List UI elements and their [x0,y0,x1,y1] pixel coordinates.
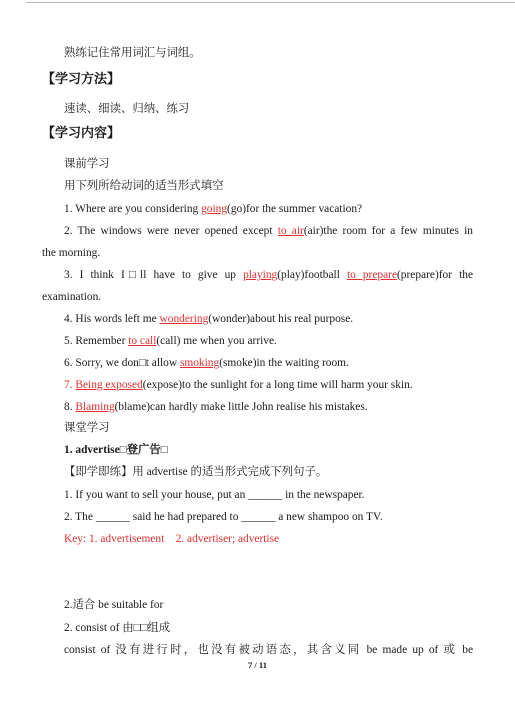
exercise-3 [64,268,473,282]
exercise-number: 3. [64,269,73,281]
answer-blank: Blaming [75,401,115,413]
content-heading: 【学习内容】 [42,125,121,140]
page-number: 7 / 11 [248,660,267,670]
exercise-2-continuation: the morning. [42,247,101,259]
exercise-number: 6. [64,357,73,369]
method-heading: 【学习方法】 [42,71,121,86]
exercise-text: Remember [72,335,129,347]
exercise-text: (prepare)for the [397,269,474,281]
practice-label: 【即学即练】 [64,466,133,478]
vocab-gloss: □登广告□ [119,444,168,456]
vocab-consist: 2. consist of 由□□组成 [64,622,171,634]
exercise-number: 4. [64,313,73,325]
practice-text: 用 advertise 的适当形式完成下列句子。 [132,466,328,478]
exercise-text: (blame)can hardly make little John realise his mistakes. [114,401,368,413]
answer-blank: Being exposed [75,379,143,391]
exercise-number: 8. [64,401,73,413]
vocab-suitable: 2.适合 be suitable for [64,599,164,611]
exercise-text: (expose)to the sunlight for a long time will harm your skin. [142,379,413,391]
practice-question-2: 2. The ______ said he had prepared to ______ a new shampoo on TV. [64,511,383,523]
consist-note [64,643,473,657]
exercise-text: I think I□ll have to give up [72,269,244,281]
prestudy-title: 课前学习 [64,158,110,170]
note-made: made [382,644,408,656]
exercise-5 [64,334,277,348]
answer-blank: wondering [159,313,209,325]
exercise-7 [64,378,413,392]
exercise-text: Where are you considering [72,203,202,215]
exercise-6 [64,356,349,370]
answer-blank: to air [277,225,304,237]
practice-question-1: 1. If you want to sell your house, put an ______ in the newspaper. [64,489,365,501]
answer-blank: smoking [179,357,220,369]
header-rule [26,2,515,3]
prestudy-instruction: 用下列所给动词的适当形式填空 [64,180,224,192]
exercise-1 [64,202,362,216]
exercise-text: (smoke)in the waiting room. [219,357,349,369]
practice-instruction [64,465,327,479]
exercise-text: (wonder)about his real purpose. [208,313,354,325]
exercise-number: 7. [64,379,73,391]
exercise-text: (air)the room for a few minutes in [303,225,473,237]
note-tail: of 或 be [428,644,474,656]
exercise-number: 5. [64,335,73,347]
note-text: of 没有进行时，也没有被动语态，其含义同 be [100,644,378,656]
answer-blank: playing [243,269,278,281]
exercise-3-continuation: examination. [42,291,102,303]
vocab-word: 1. advertise [64,444,120,456]
exercise-2 [64,224,473,238]
exercise-8 [64,400,368,414]
note-up: up [412,644,424,656]
exercise-number: 2. [64,225,73,237]
note-word: consist [64,644,96,656]
answer-blank: to call [128,335,157,347]
inclass-title: 课堂学习 [64,422,110,434]
answer-blank: going [201,203,228,215]
answer-key: Key: 1. advertisement 2. advertiser; advertise [64,533,280,545]
vocab-advertise [64,443,168,457]
exercise-number: 1. [64,203,73,215]
exercise-text: (go)for the summer vacation? [227,203,363,215]
exercise-text: (call) me when you arrive. [156,335,277,347]
answer-blank: to prepare [346,269,398,281]
exercise-text: (play)football [277,269,347,281]
method-text: 速读、细读、归纳、练习 [64,103,190,115]
exercise-text: Sorry, we don□t allow [72,357,180,369]
intro-line: 熟练记住常用词汇与词组。 [64,47,201,59]
exercise-text: His words left me [72,313,160,325]
exercise-4 [64,312,353,326]
exercise-text: The windows were never opened except [72,225,278,237]
